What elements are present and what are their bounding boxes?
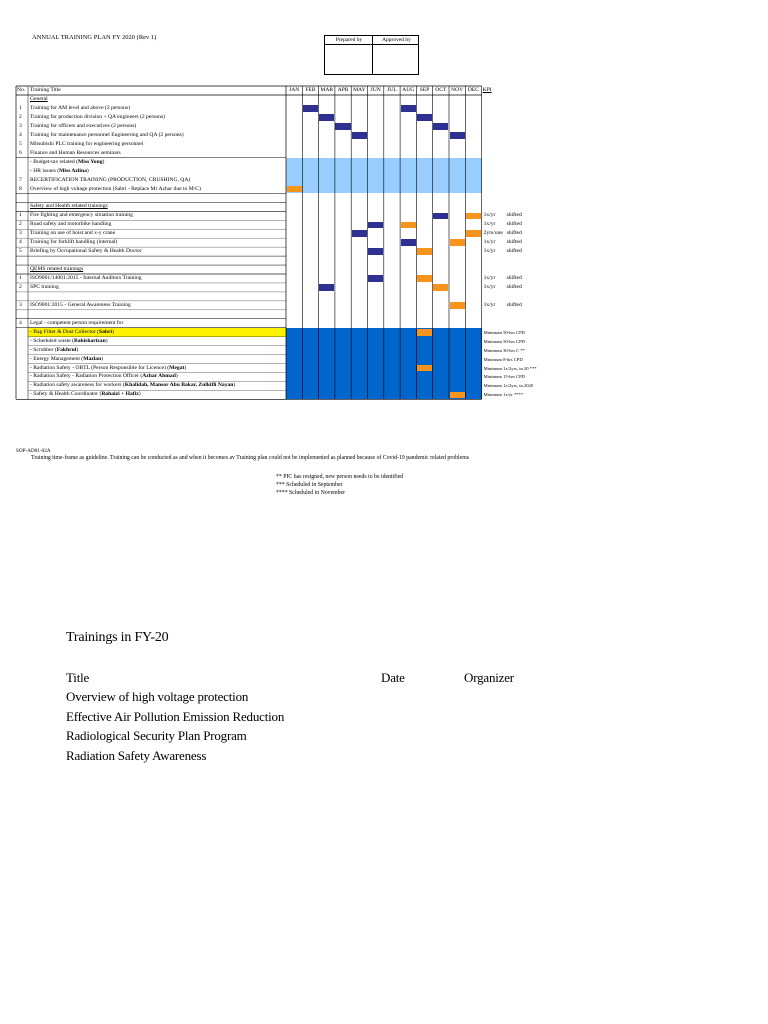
row-kpi: 1x/yr xyxy=(483,221,496,228)
trainings-heading: Trainings in FY-20 xyxy=(66,630,169,645)
row-kpi: Minimum 1x/2yrs, in 2020 xyxy=(483,383,534,389)
row-note: shifted xyxy=(506,301,522,308)
training-item: Overview of high voltage protection xyxy=(66,689,249,704)
row-title: Overview of high voltage protection (Sabri - Replace Mr Azhar due to M/C) xyxy=(30,185,201,192)
month-header: FEB xyxy=(305,87,316,93)
row-kpi: Minimum 1x/yr **** xyxy=(483,392,524,398)
signature-box xyxy=(324,35,419,75)
row-title: - Radiation safety awareness for workers (Khalidah, Mansor Abu Bakar, Zulkifli Nayan) xyxy=(30,382,236,389)
training-item: Effective Air Pollution Emission Reduction xyxy=(66,709,285,724)
month-header: MAY xyxy=(353,87,366,93)
month-header: JAN xyxy=(289,87,300,93)
row-no: 4 xyxy=(19,239,22,246)
col-no-header: No. xyxy=(17,87,26,93)
month-header: JUN xyxy=(370,87,381,93)
row-kpi: 1x/yr xyxy=(483,283,496,290)
prepared-by-label: Prepared by xyxy=(335,37,363,43)
row-kpi: Minimum 8-hrs CPD xyxy=(483,356,523,362)
month-header: DEC xyxy=(467,87,480,93)
row-note: shifted xyxy=(506,275,522,281)
row-no: 2 xyxy=(19,283,22,290)
row-title: Safety and Health related trainings xyxy=(30,203,108,210)
row-title: Training for maintenance personnel Engineering and QA (2 persons) xyxy=(30,131,184,138)
col-kpi-header: KPI xyxy=(482,87,492,93)
col-title-header: Training Title xyxy=(30,87,61,93)
row-no: 4 xyxy=(19,131,22,138)
row-kpi: Minimum 30-hrs C ** xyxy=(483,347,525,353)
row-note: shifted xyxy=(506,239,522,246)
month-header: OCT xyxy=(435,87,447,93)
row-title: - Scheduled waste (Bahisharizan) xyxy=(30,337,108,344)
table-gridlines xyxy=(16,86,483,400)
doc-code: SOP-AD01-02A xyxy=(16,448,51,454)
row-no: 1 xyxy=(19,104,22,111)
row-title: Training for AM level and above (2 persons) xyxy=(30,104,130,111)
row-title: - Safety & Health Coordinator (Rohaizi + Hafiz) xyxy=(30,391,141,398)
approved-by-label: Approved by xyxy=(382,37,411,43)
row-title: - Energy Management (Mazlan) xyxy=(30,355,104,362)
row-title: SPC training xyxy=(30,283,59,290)
row-title: Finance and Human Resources seminars xyxy=(30,149,121,156)
row-title: - Radiation Safety - Radiation Protection Officer (Azhar Ahmad) xyxy=(30,373,178,380)
row-kpi: 1x/yr xyxy=(483,239,496,246)
footnote-1: ** PIC has resigned, new person needs to be identified xyxy=(276,474,404,480)
row-title: Training for officers and executives (2 persons) xyxy=(30,122,137,129)
month-header: SEP xyxy=(419,87,430,93)
row-title: RECERTIFICATION TRAINING (PRODUCTION, CRUSHING, QA) xyxy=(30,176,191,183)
month-header: MAR xyxy=(320,87,334,93)
row-title: ISO9001:2015 - General Awareness Training xyxy=(30,301,131,308)
trainings-col-date: Date xyxy=(381,670,405,685)
row-kpi: Minimum 50-hrs CPD xyxy=(483,329,525,335)
row-title: Training for forklift handling (internal) xyxy=(30,239,118,246)
row-title: Briefing by Occupational Safety & Health Doctor xyxy=(30,248,142,255)
row-title: ISO9001/14001:2015 - Internal Auditors Training xyxy=(30,275,142,281)
trainings-col-organizer: Organizer xyxy=(464,670,514,685)
row-kpi: Minimum 50-hrs CPD xyxy=(483,338,525,344)
row-note: shifted xyxy=(506,230,522,237)
row-no: 3 xyxy=(19,230,22,237)
training-item: Radiation Safety Awareness xyxy=(66,748,207,763)
footnote-2: *** Scheduled in September xyxy=(276,482,343,488)
row-title: Road safety and motorbike handling xyxy=(30,221,112,228)
row-note: shifted xyxy=(506,221,522,228)
training-item: Radiological Security Plan Program xyxy=(66,728,247,743)
row-no: 6 xyxy=(19,149,22,156)
row-no: 4 xyxy=(19,319,22,326)
row-no: 2 xyxy=(19,113,22,120)
row-title: - Radiation Safety - OBTL (Person Responsible for Licence) (Megat) xyxy=(30,364,187,371)
row-title: - Bag Filter & Dust Collector (Sabri) xyxy=(30,328,114,335)
row-kpi: 1x/yr xyxy=(483,301,496,308)
trainings-col-title: Title xyxy=(66,670,90,685)
row-title: - Scrubber (Fakhrul) xyxy=(30,346,79,353)
month-header: NOV xyxy=(451,87,464,93)
row-no: 5 xyxy=(19,140,22,147)
row-no: 5 xyxy=(19,248,22,255)
row-kpi: Minimum 15-hrs CPD xyxy=(483,374,525,380)
row-no: 1 xyxy=(19,275,22,281)
row-title: Fire fighting and emergency situation training xyxy=(30,212,133,219)
row-note: shifted xyxy=(506,248,522,255)
row-title: - HR issues (Miss Azlina) xyxy=(30,167,89,174)
row-note: shifted xyxy=(506,212,522,219)
row-kpi: 1x/yr xyxy=(483,275,496,281)
row-no: 2 xyxy=(19,221,22,228)
row-kpi: 1x/yr xyxy=(483,248,496,255)
row-kpi: 1x/yr xyxy=(483,212,496,219)
footnote-3: **** Scheduled in November xyxy=(276,490,346,496)
row-title: Mitsubishi PLC training for engineering personnel xyxy=(30,140,144,147)
row-kpi: 2yrs/one xyxy=(483,230,503,237)
month-header: APR xyxy=(337,87,349,93)
row-no: 3 xyxy=(19,301,22,308)
row-no: 8 xyxy=(19,185,22,192)
row-title: Legal - competent person requirement for xyxy=(30,319,124,326)
document-title: ANNUAL TRAINING PLAN FY 2020 (Rev 1) xyxy=(32,34,157,41)
row-no: 7 xyxy=(19,176,22,183)
row-title: Training for production division + QA engineers (2 persons) xyxy=(30,113,166,120)
guideline-note: Training time-frame as guideline. Training can be conducted as and when it becomes av Training plan could not be implemented as planned because of Covid-19 pandemic related problems xyxy=(31,455,469,461)
row-kpi: Minimum 1x/2yrs, in 20 *** xyxy=(483,365,537,371)
row-no: 1 xyxy=(19,212,22,219)
row-note: shifted xyxy=(506,283,522,290)
row-title: - Budget-tax related (Miss Yong) xyxy=(30,158,105,165)
row-title: General xyxy=(30,96,48,102)
row-no: 3 xyxy=(19,122,22,129)
month-header: AUG xyxy=(402,87,415,93)
row-title: Training on use of hoist and x-y crane xyxy=(30,230,116,237)
month-header: JUL xyxy=(387,87,397,93)
row-title: QEMS related trainings xyxy=(30,266,84,273)
